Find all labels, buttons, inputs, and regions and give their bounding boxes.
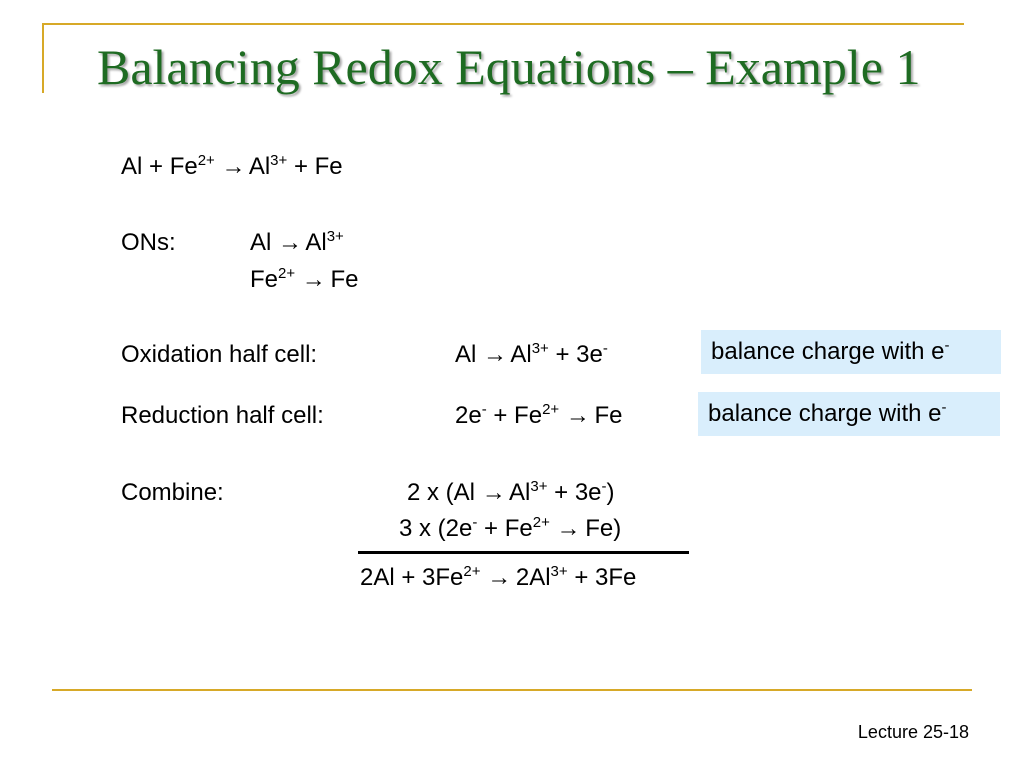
equation-reactants: Al + Fe xyxy=(121,153,198,180)
superscript: - xyxy=(944,337,950,354)
superscript: - xyxy=(481,401,487,418)
superscript: - xyxy=(601,478,607,495)
arrow-icon: → xyxy=(481,479,506,506)
combine-term: + Fe xyxy=(477,515,533,542)
half-cell-species: + 3e xyxy=(548,341,603,368)
combine-line-1 xyxy=(407,479,615,507)
combined-result-equation xyxy=(360,564,636,592)
superscript: 2+ xyxy=(278,265,296,282)
callout-text: balance charge with e xyxy=(711,338,945,365)
result-term: 2Al xyxy=(515,564,551,591)
half-cell-species: 2e xyxy=(455,402,482,429)
half-cell-species: + Fe xyxy=(486,402,543,429)
slide-footer: Lecture 25-18 xyxy=(857,722,969,742)
ons-species: Fe xyxy=(330,266,359,293)
ons-species: Al xyxy=(250,229,279,256)
arrow-icon: → xyxy=(301,266,326,293)
half-cell-species: Fe xyxy=(594,402,623,429)
combine-term: ) xyxy=(606,479,615,506)
superscript: 2+ xyxy=(197,152,215,169)
combine-term: + 3e xyxy=(547,479,602,506)
combine-line-2 xyxy=(399,515,621,543)
oxidation-equation xyxy=(455,341,608,369)
slide-title: Balancing Redox Equations – Example 1 xyxy=(97,39,921,95)
title-frame-top-rule xyxy=(42,23,964,25)
combine-label: Combine: xyxy=(121,479,224,506)
result-term: + 3Fe xyxy=(567,564,637,591)
superscript: 3+ xyxy=(270,152,288,169)
ons-label: ONs: xyxy=(121,229,176,256)
superscript: 2+ xyxy=(532,514,550,531)
superscript: - xyxy=(472,514,478,531)
title-frame-left-rule xyxy=(42,23,44,93)
combine-term: 3 x (2e xyxy=(399,515,473,542)
oxidation-label: Oxidation half cell: xyxy=(121,341,318,368)
callout-text: balance charge with e xyxy=(708,400,942,427)
superscript: - xyxy=(602,340,608,357)
overall-equation xyxy=(121,153,343,181)
oxidation-note-callout xyxy=(701,330,1001,374)
arrow-icon: → xyxy=(278,229,303,256)
superscript: 3+ xyxy=(531,340,549,357)
sum-rule xyxy=(358,551,689,554)
arrow-icon: → xyxy=(221,153,246,180)
reduction-equation xyxy=(455,402,623,430)
superscript: - xyxy=(941,399,947,416)
superscript: 3+ xyxy=(326,228,344,245)
result-term: 2Al + 3Fe xyxy=(360,564,464,591)
reduction-label: Reduction half cell: xyxy=(121,402,324,429)
ons-line-1 xyxy=(250,229,344,257)
arrow-icon: → xyxy=(487,564,512,591)
combine-term: 2 x (Al xyxy=(407,479,482,506)
ons-species: Al xyxy=(305,229,327,256)
arrow-icon: → xyxy=(483,341,508,368)
superscript: 2+ xyxy=(463,563,481,580)
arrow-icon: → xyxy=(565,402,590,429)
equation-product: Al xyxy=(248,153,271,180)
superscript: 2+ xyxy=(542,401,560,418)
superscript: 3+ xyxy=(550,563,568,580)
footer-rule xyxy=(52,689,972,691)
combine-term: Fe) xyxy=(585,515,622,542)
ons-line-2 xyxy=(250,266,358,294)
combine-term: Al xyxy=(509,479,531,506)
superscript: 3+ xyxy=(530,478,548,495)
arrow-icon: → xyxy=(556,515,581,542)
equation-product: + Fe xyxy=(287,153,343,180)
half-cell-species: Al xyxy=(455,341,484,368)
reduction-note-callout xyxy=(698,392,1000,436)
ons-species: Fe xyxy=(250,266,279,293)
half-cell-species: Al xyxy=(510,341,532,368)
